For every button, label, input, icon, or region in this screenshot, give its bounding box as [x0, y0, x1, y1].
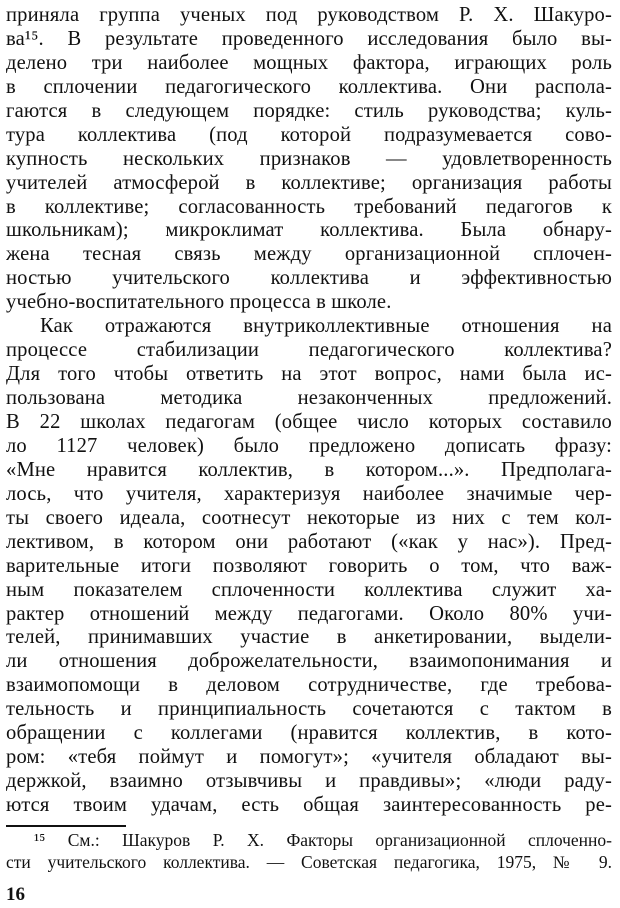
- footnote-separator: [6, 825, 126, 827]
- text-line: ром: «тебя поймут и помогут»; «учителя обладают вы-: [6, 746, 612, 769]
- paragraph-end-line: учебно-воспитательного процесса в школе.: [6, 291, 392, 314]
- text-line: гаются в следующем порядке: стиль руководства; куль-: [6, 99, 612, 122]
- text-line: ным показателем сплоченности коллектива служит ха-: [6, 578, 612, 601]
- text-line: ли отношения доброжелательности, взаимопонимания и: [6, 650, 612, 673]
- text-line: В 22 школах педагогам (общее число которых составило: [6, 411, 612, 433]
- text-line: приняла группа ученых под руководством Р. Х. Шакуро-: [6, 4, 612, 26]
- footnote-line: ¹⁵ См.: Шакуров Р. Х. Факторы организационной сплоченно-: [34, 830, 612, 850]
- text-line: тельность и принципиальность сочетаются с тактом в: [6, 698, 612, 721]
- text-line: жена тесная связь между организационной сплочен-: [6, 243, 612, 266]
- footnote-line: сти учительского коллектива. — Советская педагогика, 1975, № 9.: [6, 852, 612, 872]
- text-line: процессе стабилизации педагогического коллектива?: [6, 339, 612, 362]
- paragraph-first-line: Как отражаются внутриколлективные отношения на: [40, 315, 612, 338]
- text-line: рактер отношений между педагогами. Около 80% учи-: [6, 602, 612, 625]
- text-line: ностью учительского коллектива и эффективностью: [6, 267, 612, 290]
- text-line: пользована методика незаконченных предложений.: [6, 387, 612, 410]
- text-line: в сплочении педагогического коллектива. Они распола-: [6, 75, 612, 98]
- text-line: ты своего идеала, соотнесут некоторые из них с тем кол-: [6, 506, 612, 529]
- text-line: ва¹⁵. В результате проведенного исследования было вы-: [6, 27, 612, 50]
- text-line: обращении с коллегами (нравится коллектив, в кото-: [6, 722, 612, 745]
- text-line: тура коллектива (под которой подразумевается сово-: [6, 123, 612, 146]
- text-line: в коллективе; согласованность требований педагогов к: [6, 195, 612, 218]
- text-line: купность нескольких признаков — удовлетворенность: [6, 147, 612, 170]
- text-line: лективом, в котором они работают («как у нас»). Пред-: [6, 530, 612, 553]
- text-line: ло 1127 человек) было предложено дописать фразу:: [6, 434, 612, 457]
- text-line: лось, что учителя, характеризуя наиболее значимые чер-: [6, 482, 612, 505]
- text-line: ются твоим удачам, есть общая заинтересованность ре-: [6, 794, 612, 817]
- text-line: «Мне нравится коллектив, в котором...». Предполага-: [6, 458, 612, 481]
- text-line: учителей атмосферой в коллективе; организация работы: [6, 171, 612, 194]
- text-line: делено три наиболее мощных фактора, играющих роль: [6, 51, 612, 74]
- text-line: держкой, взаимно отзывчивы и правдивы»; «люди раду-: [6, 770, 612, 793]
- text-line: взаимопомощи в деловом сотрудничестве, где требова-: [6, 674, 612, 697]
- text-line: Для того чтобы ответить на этот вопрос, нами была ис-: [6, 363, 612, 386]
- text-line: варительные итоги позволяют говорить о том, что важ-: [6, 554, 612, 577]
- text-line: школьникам); микроклимат коллектива. Была обнару-: [6, 219, 612, 242]
- text-line: телей, принимавших участие в анкетировании, выдели-: [6, 626, 612, 649]
- page-number: 16: [6, 884, 25, 905]
